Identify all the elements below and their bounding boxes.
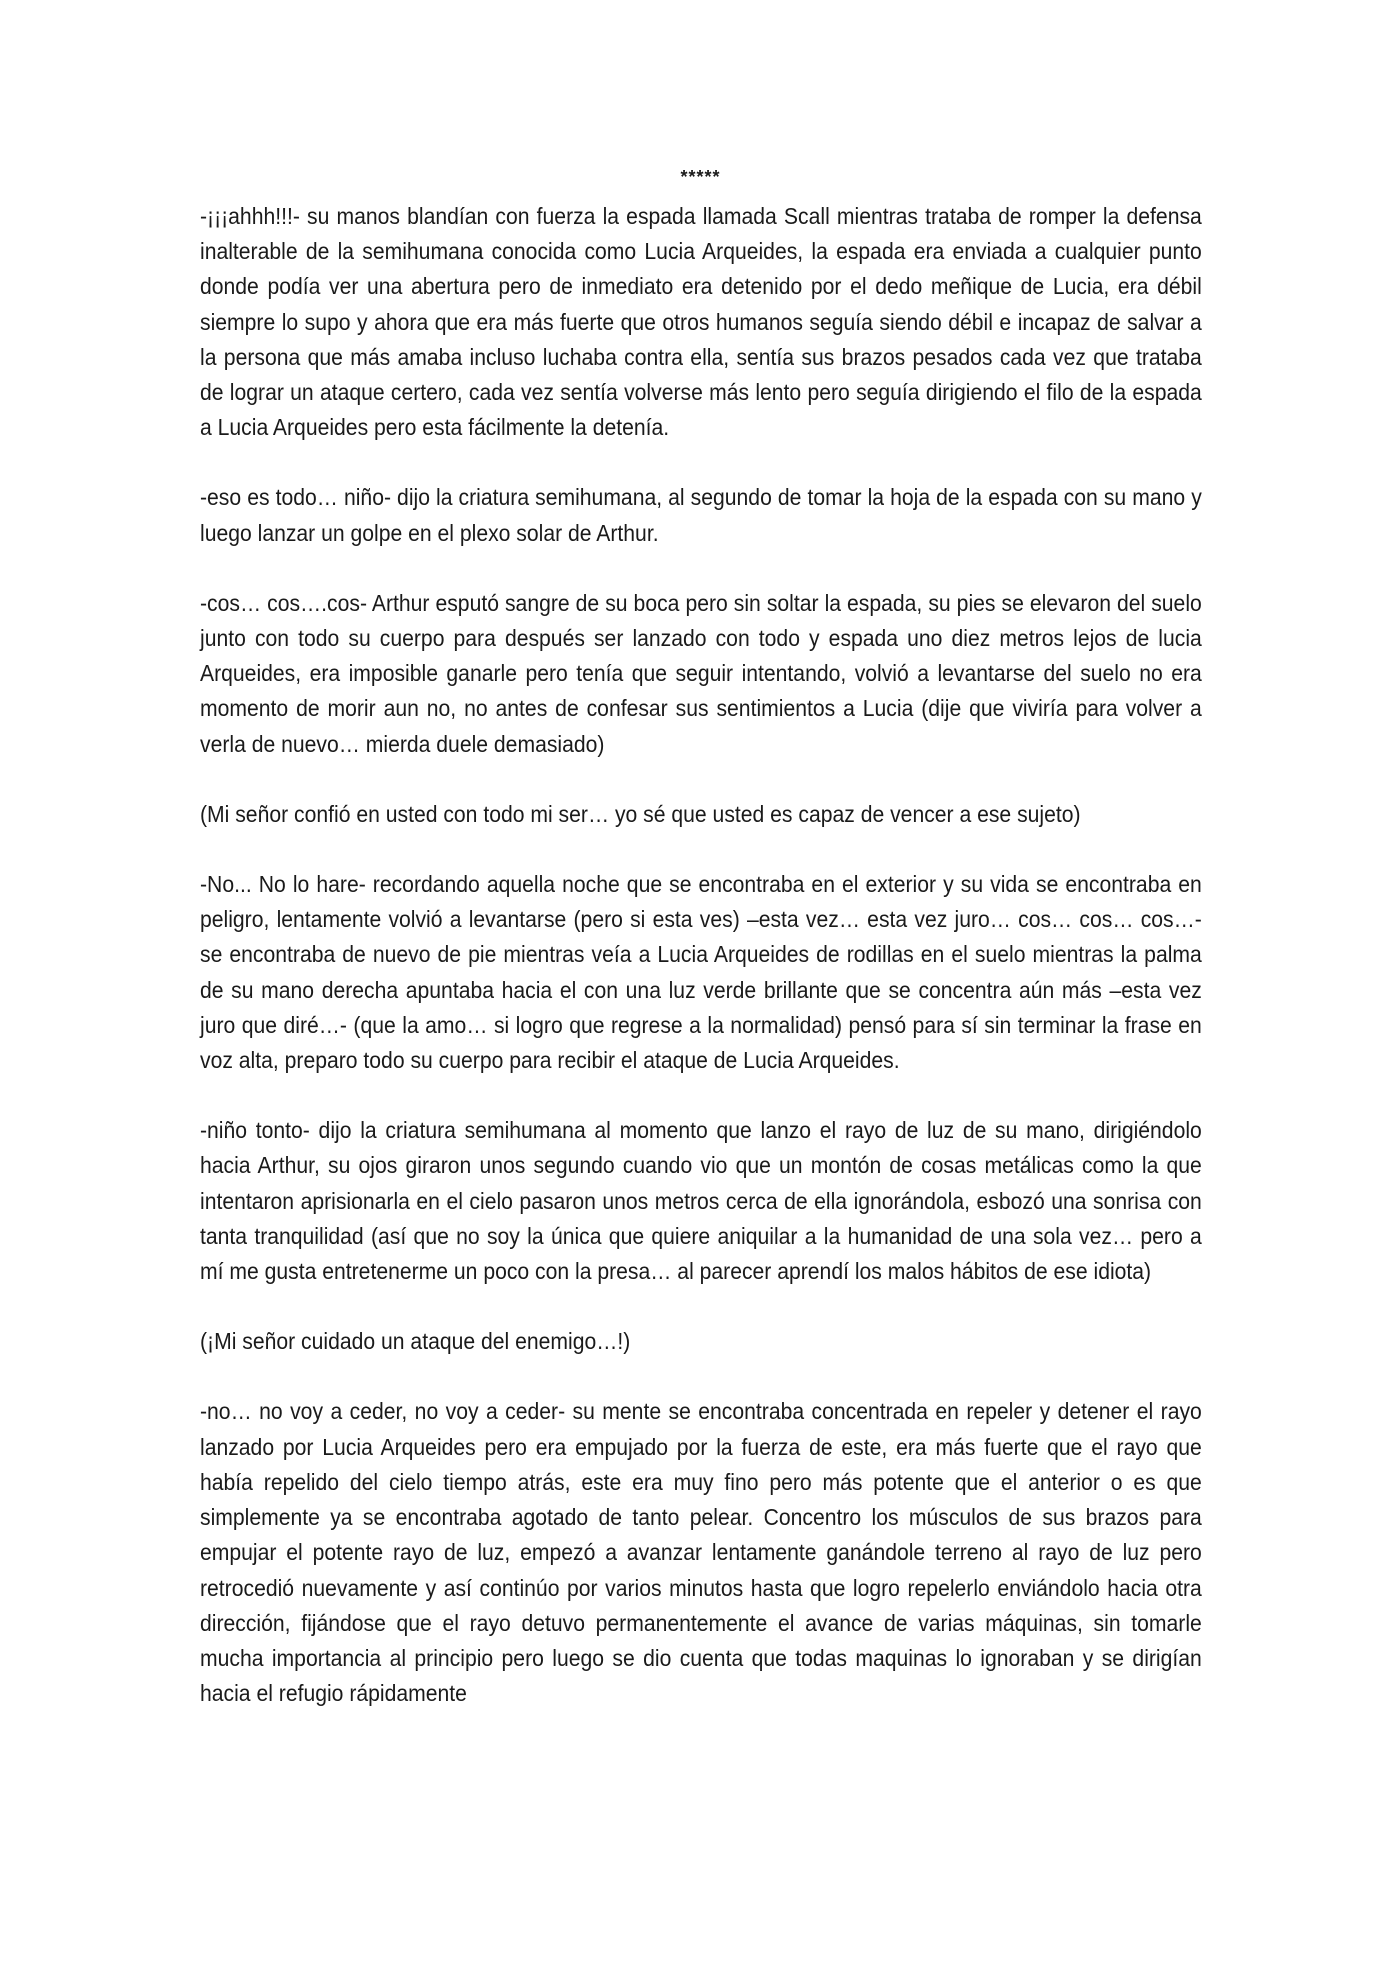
paragraph: -no… no voy a ceder, no voy a ceder- su mente se encontraba concentrada en repeler y detener el rayo lanzado por Lucia Arqueides pero era empujado por la fuerza de este, era más fuerte que el rayo que había repelido del cielo tiempo atrás, este era muy fino pero más potente que el anterior o es que simplemente ya se encontraba agotado de tanto pelear. Concentro los músculos de sus brazos para empujar el potente rayo de luz, empezó a avanzar lentamente ganándole terreno al rayo de luz pero retrocedió nuevamente y así continúo por varios minutos hasta que logro repelerlo enviándolo hacia otra dirección, fijándose que el rayo detuvo permanentemente el avance de varias máquinas, sin tomarle mucha importancia al principio pero luego se dio cuenta que todas maquinas lo ignoraban y se dirigían hacia el refugio rápidamente [200, 1398, 1202, 1707]
paragraph: -¡¡¡ahhh!!!- su manos blandían con fuerza la espada llamada Scall mientras trataba de romper la defensa inalterable de la semihumana conocida como Lucia Arqueides, la espada era enviada a cualquier punto donde podía ver una abertura pero de inmediato era detenido por el dedo meñique de Lucia, era débil siempre lo supo y ahora que era más fuerte que otros humanos seguía siendo débil e incapaz de salvar a la persona que más amaba incluso luchaba contra ella, sentía sus brazos pesados cada vez que trataba de lograr un ataque certero, cada vez sentía volverse más lento pero seguía dirigiendo el filo de la espada a Lucia Arqueides pero esta fácilmente la detenía. [200, 203, 1202, 441]
paragraph: -eso es todo… niño- dijo la criatura semihumana, al segundo de tomar la hoja de la espada con su mano y luego lanzar un golpe en el plexo solar de Arthur. [200, 484, 1202, 546]
scene-separator: ***** [680, 167, 721, 187]
document-page [200, 165, 1201, 1711]
paragraph: -niño tonto- dijo la criatura semihumana al momento que lanzo el rayo de luz de su mano, dirigiéndolo hacia Arthur, su ojos giraron unos segundo cuando vio que un montón de cosas metálicas como la que intentaron aprisionarla en el cielo pasaron unos metros cerca de ella ignorándola, esbozó una sonrisa con tanta tranquilidad (así que no soy la única que quiere aniquilar a la humanidad de una sola vez… pero a mí me gusta entretenerme un poco con la presa… al parecer aprendí los malos hábitos de ese idiota) [200, 1117, 1202, 1285]
paragraph: (Mi señor confió en usted con todo mi ser… yo sé que usted es capaz de vencer a ese sujeto) [200, 800, 1081, 827]
paragraph: -cos… cos….cos- Arthur esputó sangre de su boca pero sin soltar la espada, su pies se elevaron del suelo junto con todo su cuerpo para después ser lanzado con todo y espada uno diez metros lejos de lucia Arqueides, era imposible ganarle pero tenía que seguir intentando, volvió a levantarse del suelo no era momento de morir aun no, no antes de confesar sus sentimientos a Lucia (dije que viviría para volver a verla de nuevo… mierda duele demasiado) [200, 589, 1202, 757]
paragraph: -No... No lo hare- recordando aquella noche que se encontraba en el exterior y su vida se encontraba en peligro, lentamente volvió a levantarse (pero si esta ves) –esta vez… esta vez juro… cos… cos… cos…- se encontraba de nuevo de pie mientras veía a Lucia Arqueides de rodillas en el suelo mientras la palma de su mano derecha apuntaba hacia el con una luz verde brillante que se concentra aún más –esta vez juro que diré…- (que la amo… si logro que regrese a la normalidad) pensó para sí sin terminar la frase en voz alta, preparo todo su cuerpo para recibir el ataque de Lucia Arqueides. [200, 871, 1202, 1074]
paragraph: (¡Mi señor cuidado un ataque del enemigo…!) [200, 1328, 631, 1355]
